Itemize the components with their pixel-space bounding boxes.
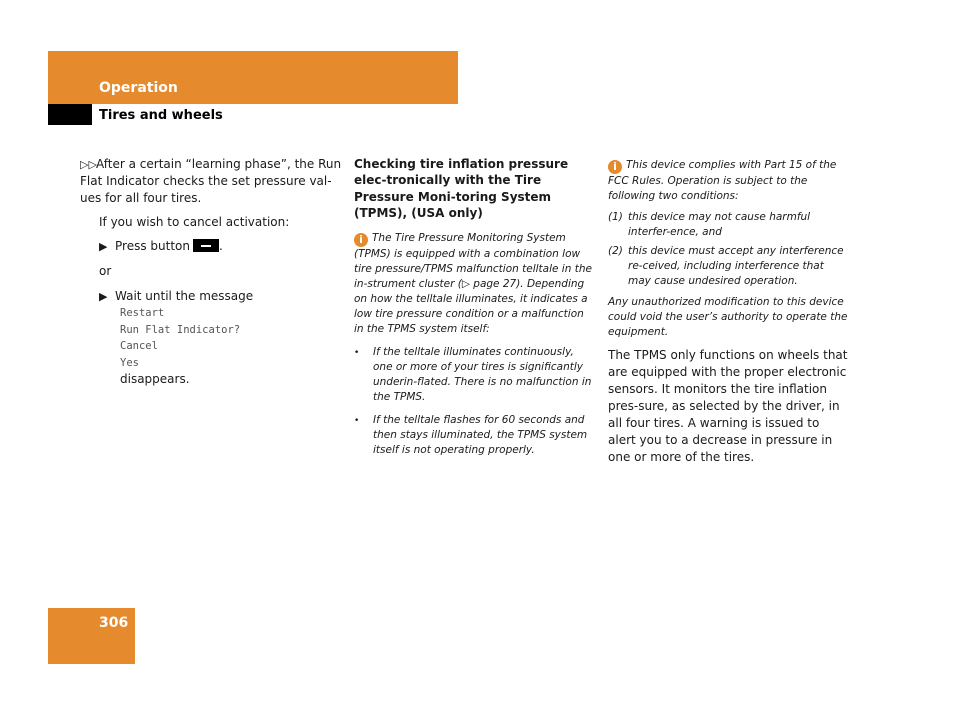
- list-item: (1) this device may not cause harmful interfer-ence, and: [608, 210, 811, 238]
- disappears-text: disappears.: [120, 372, 190, 387]
- or-text: or: [99, 264, 112, 279]
- display-line: Cancel: [120, 340, 158, 353]
- step-arrow-icon: ▶: [99, 289, 108, 303]
- display-line: Restart: [120, 307, 165, 320]
- intro-paragraph: ▷▷After a certain “learning phase”, the Run Flat Indicator checks the set pressure val-ues for all four tires.: [80, 157, 342, 205]
- list-item: (2) this device must accept any interference re-ceived, including interference that may cause undesired operation.: [608, 244, 844, 287]
- subsection-title: Tires and wheels: [99, 108, 223, 123]
- info-icon: i: [354, 233, 368, 247]
- minus-button-icon: [193, 239, 219, 252]
- step-wait-message: ▶ Wait until the message: [80, 288, 342, 305]
- list-item: • If the telltale illuminates continuously, one or more of your tires is significantly underin-flated. There is no malfunction in the TPMS.: [354, 345, 592, 403]
- tpms-paragraph: The TPMS only functions on wheels that are equipped with the proper electronic sensors. It monitors the tire inflation pres-sure, as selected by the driver, in all four tires. A warning is issued to alert you to a decrease in pressure in one or more of the tires.: [608, 347, 848, 464]
- header-bar: [48, 51, 458, 104]
- tpms-info-note: i The Tire Pressure Monitoring System (TPMS) is equipped with a combination low tire pressure/TPMS malfunction telltale in the in-strument cluster (▷ page 27). Depending on how the telltale illuminates, it indicates a low tire pressure condition or a malfunction in the TPMS system itself:: [354, 232, 592, 335]
- column-right: [608, 158, 850, 466]
- display-message: [80, 305, 342, 387]
- section-tab-marker: [48, 104, 92, 125]
- tpms-heading: Checking tire inflation pressure elec-tronically with the Tire Pressure Moni-toring System (TPMS), (USA only): [354, 157, 569, 220]
- page-number: 306: [99, 615, 129, 631]
- display-line: Run Flat Indicator?: [120, 323, 241, 336]
- step-press-button: ▶ Press button .: [80, 238, 342, 255]
- fcc-note: i This device complies with Part 15 of the FCC Rules. Operation is subject to the following two conditions:: [608, 159, 837, 202]
- modification-note: Any unauthorized modification to this device could void the user’s authority to operate the equipment.: [608, 295, 848, 338]
- continue-marker-icon: ▷▷: [80, 158, 97, 171]
- section-title: Operation: [99, 80, 178, 96]
- display-line: Yes: [120, 356, 139, 369]
- list-item: • If the telltale flashes for 60 seconds and then stays illuminated, the TPMS system itself is not operating properly.: [354, 413, 588, 456]
- bullet-icon: •: [354, 415, 360, 426]
- cancel-prompt: If you wish to cancel activation:: [99, 214, 290, 229]
- column-middle: [354, 156, 594, 458]
- step-arrow-icon: ▶: [99, 240, 108, 254]
- column-left: [80, 156, 342, 387]
- info-icon: i: [608, 160, 622, 174]
- bullet-icon: •: [354, 347, 360, 358]
